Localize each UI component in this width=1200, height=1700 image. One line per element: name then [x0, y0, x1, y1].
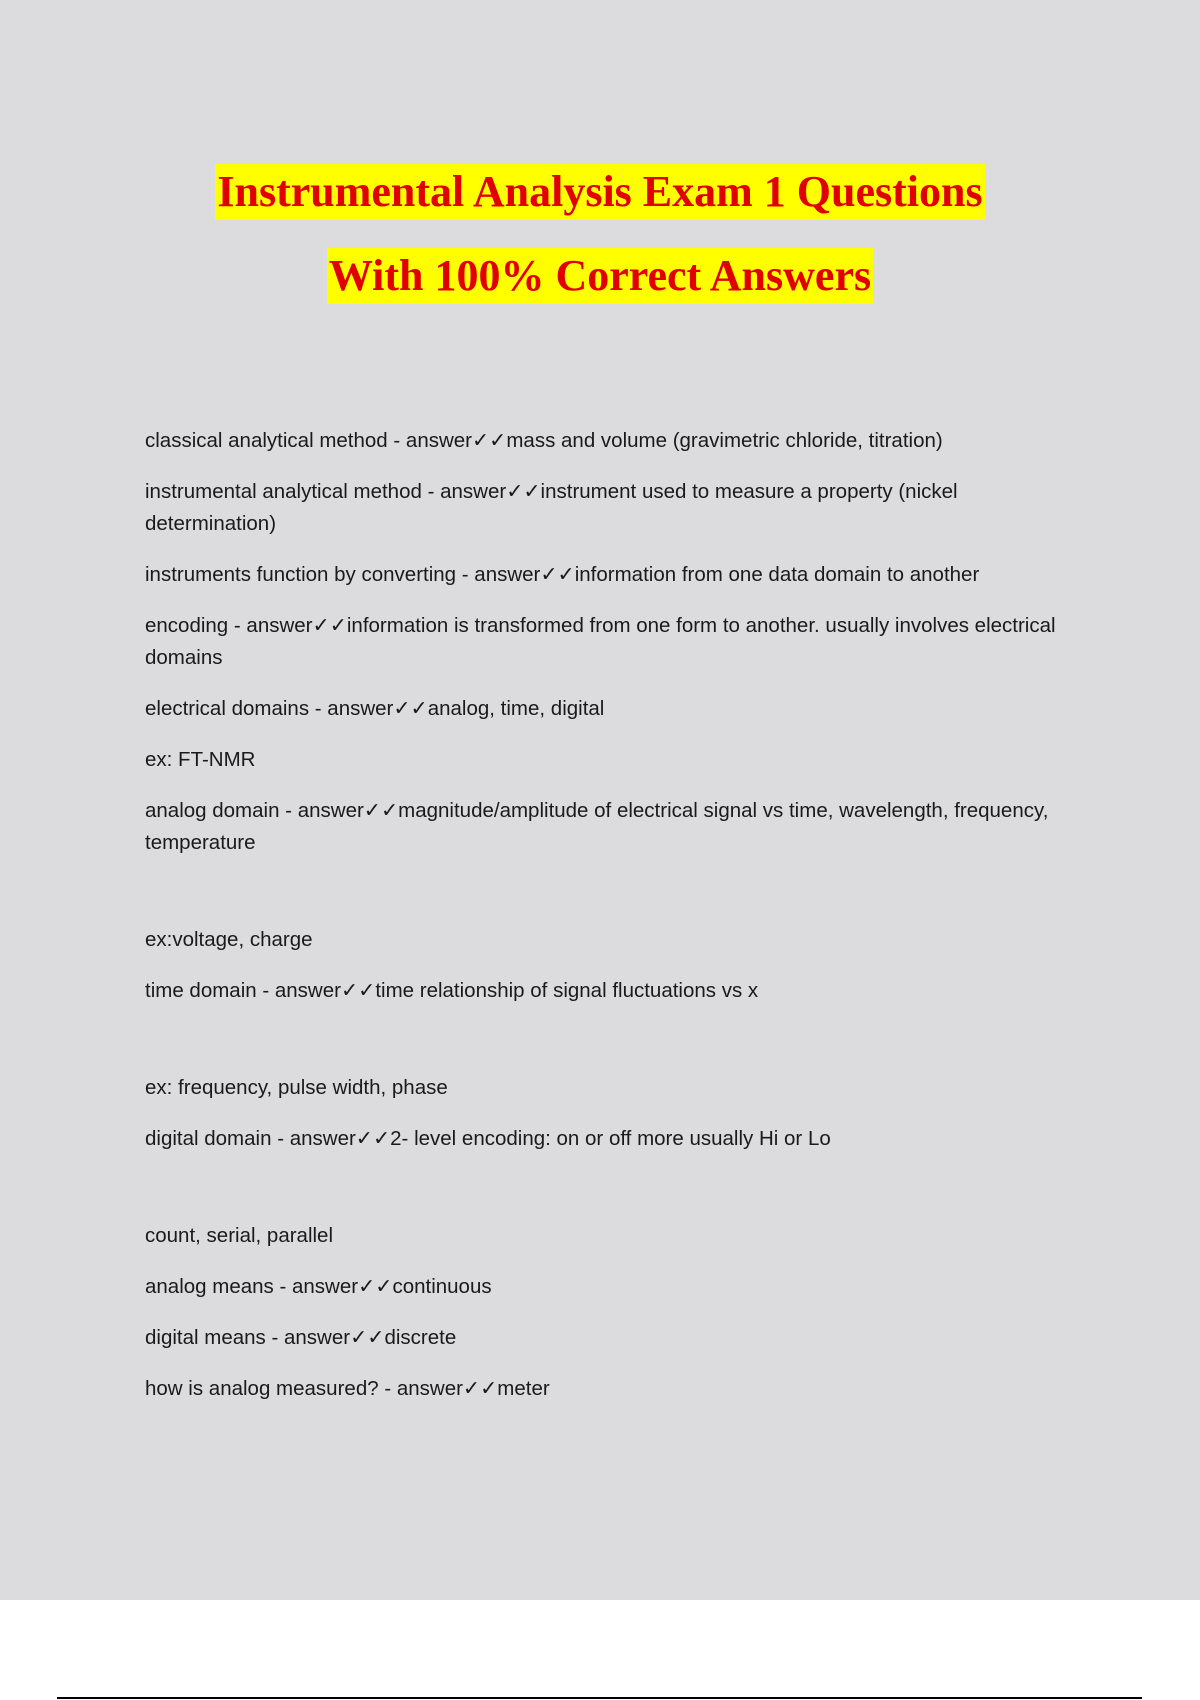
qa-item: ex: frequency, pulse width, phase — [145, 1076, 448, 1099]
qa-item: digital domain - answer✓✓2- level encoding: on or off more usually Hi or Lo — [145, 1127, 831, 1150]
qa-item: time domain - answer✓✓time relationship of signal fluctuations vs x — [145, 979, 759, 1002]
qa-item: ex: FT-NMR — [145, 748, 256, 771]
document-title — [0, 164, 1200, 304]
qa-item: analog means - answer✓✓continuous — [145, 1275, 492, 1298]
qa-item: how is analog measured? - answer✓✓meter — [145, 1377, 550, 1400]
qa-item: electrical domains - answer✓✓analog, time, digital — [145, 697, 605, 720]
qa-item: digital means - answer✓✓discrete — [145, 1326, 457, 1349]
qa-item: count, serial, parallel — [145, 1224, 334, 1247]
title-line-2: With 100% Correct Answers — [327, 248, 873, 304]
qa-item: instruments function by converting - answer✓✓information from one data domain to another — [145, 563, 980, 586]
qa-item: instrumental analytical method - answer✓✓instrument used to measure a property (nickel determination) — [145, 480, 964, 535]
title-line-1: Instrumental Analysis Exam 1 Questions — [215, 164, 984, 220]
qa-item: encoding - answer✓✓information is transformed from one form to another. usually involves electrical domains — [145, 614, 1062, 669]
footer-divider — [57, 1697, 1142, 1699]
qa-list — [145, 425, 1080, 1424]
qa-item: ex:voltage, charge — [145, 928, 313, 951]
qa-item: classical analytical method - answer✓✓mass and volume (gravimetric chloride, titration) — [145, 429, 943, 452]
qa-item: analog domain - answer✓✓magnitude/amplitude of electrical signal vs time, wavelength, frequency, temperature — [145, 799, 1055, 854]
